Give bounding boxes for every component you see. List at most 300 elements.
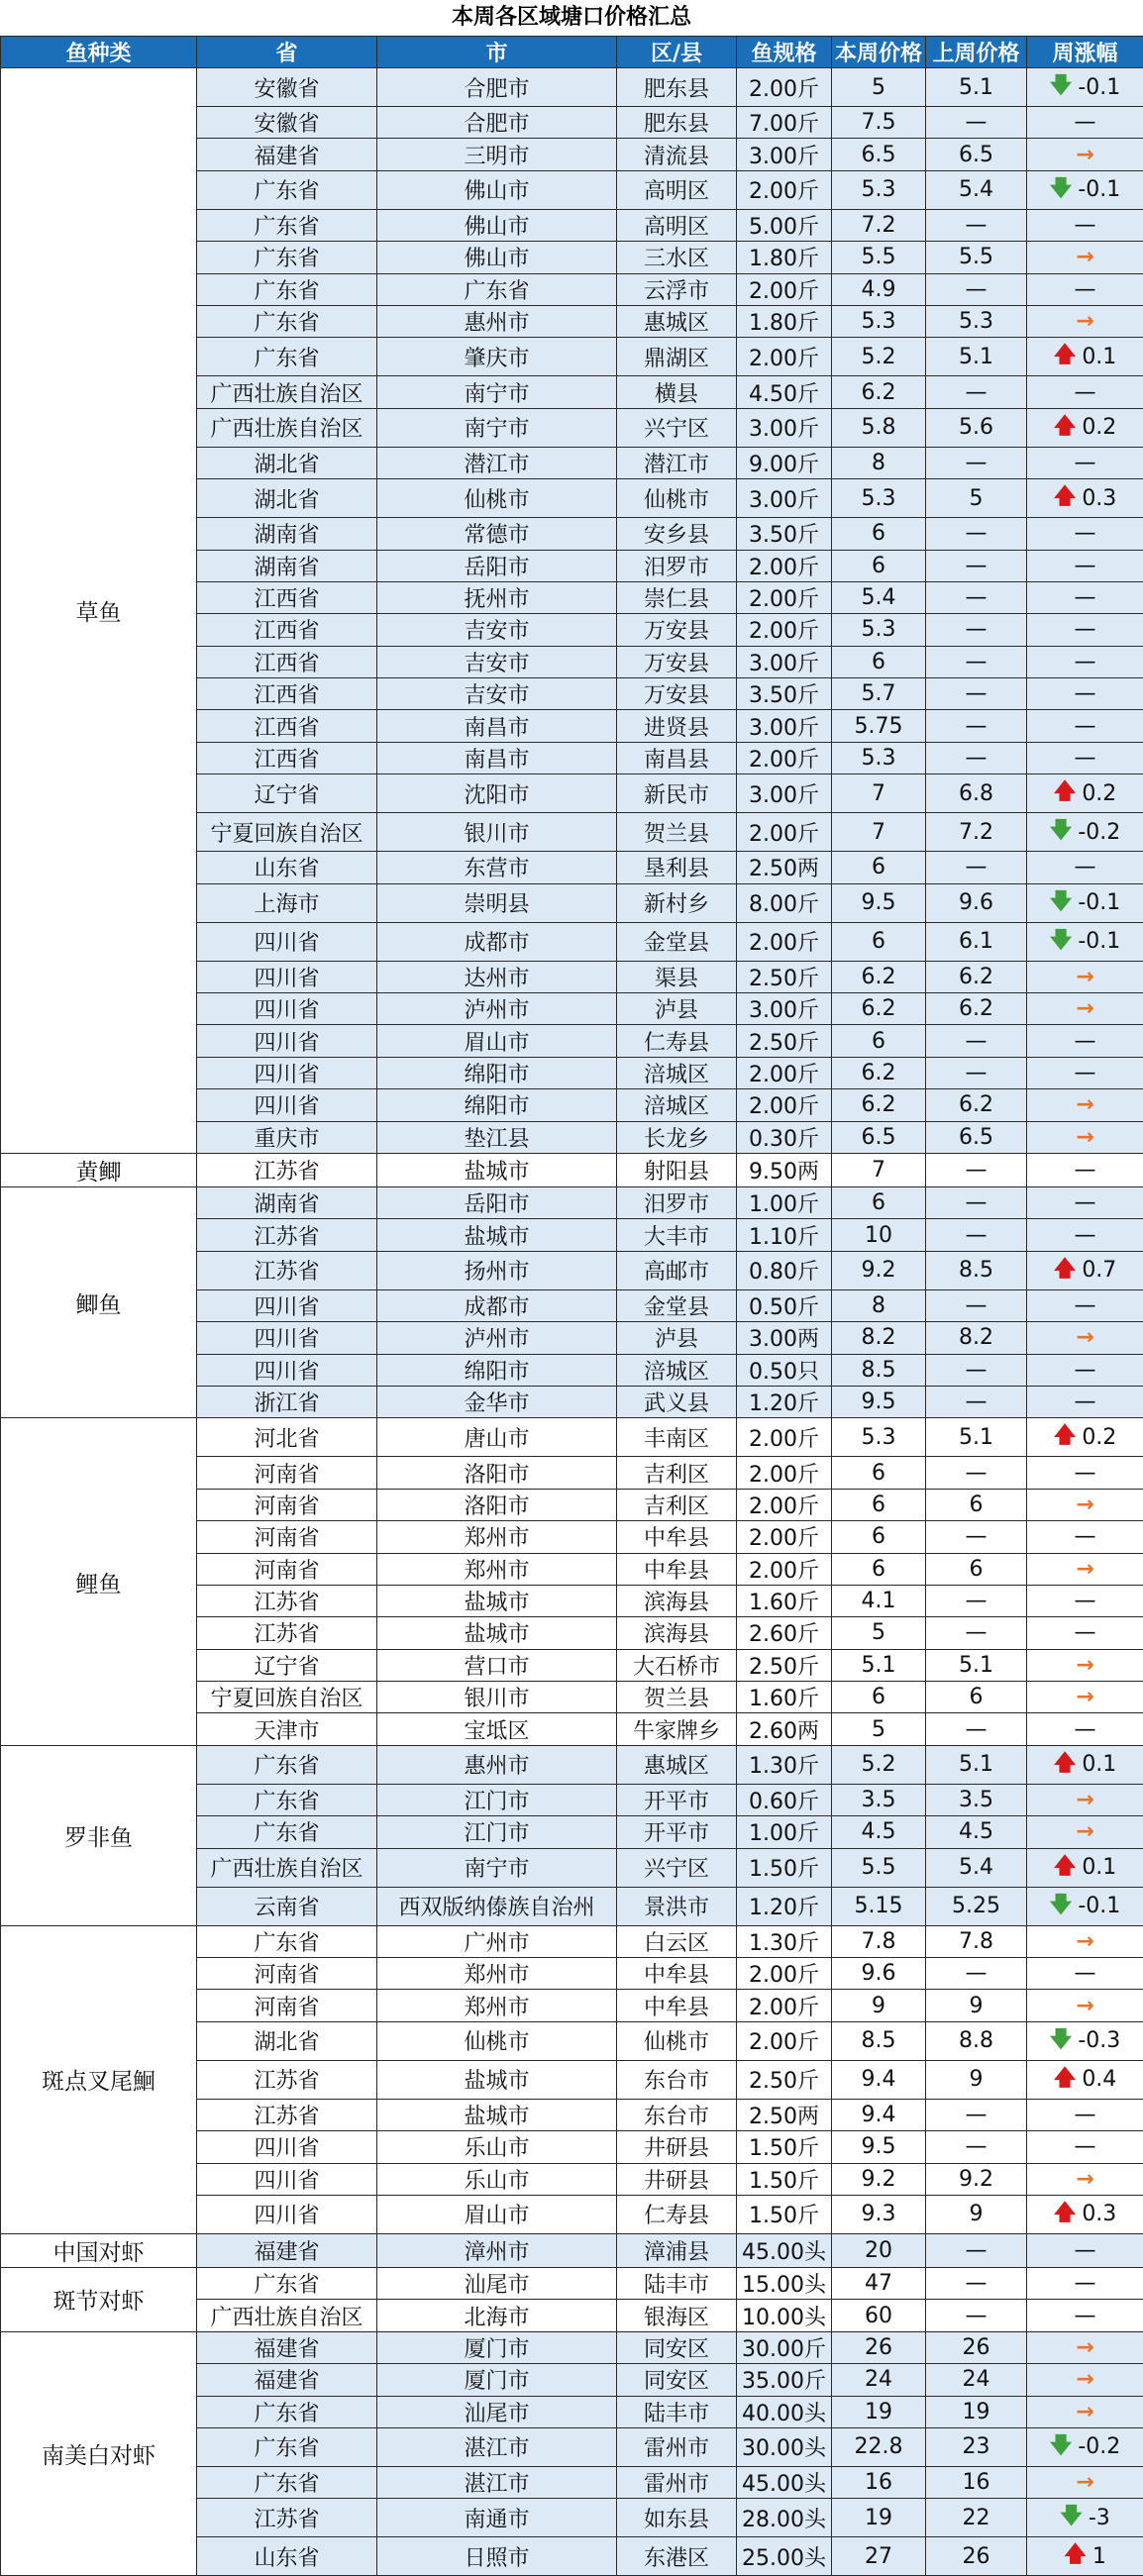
up-arrow-icon: 🡅 xyxy=(1054,409,1077,447)
city-cell: 郑州市 xyxy=(377,1990,617,2021)
city-cell: 仙桃市 xyxy=(377,479,617,518)
right-arrow-icon: → xyxy=(1076,1819,1093,1844)
province-cell: 广东省 xyxy=(197,2396,377,2427)
weekly-change-cell xyxy=(1027,273,1143,305)
district-cell: 万安县 xyxy=(617,646,737,677)
this-week-price-cell: 24 xyxy=(832,2364,926,2396)
city-cell: 厦门市 xyxy=(377,2364,617,2396)
city-cell: 成都市 xyxy=(377,1289,617,1321)
spec-cell: 1.00斤 xyxy=(737,1186,832,1218)
species-cell: 斑节对虾 xyxy=(1,2267,197,2331)
this-week-price-cell: 19 xyxy=(832,2499,926,2537)
weekly-change-cell xyxy=(1027,1025,1143,1057)
dash-icon: — xyxy=(1075,681,1096,706)
this-week-price-cell: 5.3 xyxy=(832,614,926,646)
col-header-last-week[interactable]: 上周价格 xyxy=(926,37,1027,68)
province-cell: 河南省 xyxy=(197,1521,377,1553)
weekly-change-cell xyxy=(1027,1682,1143,1713)
spec-cell: 2.50斤 xyxy=(737,2060,832,2099)
last-week-price-cell: 26 xyxy=(926,2331,1027,2363)
district-cell: 肥东县 xyxy=(617,107,737,139)
province-cell: 江苏省 xyxy=(197,1251,377,1289)
city-cell: 成都市 xyxy=(377,922,617,961)
species-cell: 斑点叉尾鮰 xyxy=(1,1925,197,2233)
spec-cell: 2.00斤 xyxy=(737,1958,832,1990)
weekly-change-value: -0.2 xyxy=(1078,2434,1120,2459)
city-cell: 盐城市 xyxy=(377,2060,617,2099)
spec-cell: 45.00头 xyxy=(737,2233,832,2267)
this-week-price-cell: 47 xyxy=(832,2267,926,2299)
weekly-change-value: 0.1 xyxy=(1082,1855,1116,1880)
weekly-change-cell xyxy=(1027,852,1143,883)
last-week-price-cell: — xyxy=(926,614,1027,646)
city-cell: 汕尾市 xyxy=(377,2267,617,2299)
right-arrow-icon: → xyxy=(1076,245,1093,269)
dash-icon: — xyxy=(1075,110,1096,135)
last-week-price-cell: — xyxy=(926,1186,1027,1218)
spec-cell: 2.00斤 xyxy=(737,1418,832,1457)
spec-cell: 3.00斤 xyxy=(737,646,832,677)
this-week-price-cell: 6.5 xyxy=(832,139,926,170)
last-week-price-cell: 5.3 xyxy=(926,305,1027,337)
weekly-change-value: -0.2 xyxy=(1078,820,1120,845)
last-week-price-cell: — xyxy=(926,852,1027,883)
spec-cell: 1.50斤 xyxy=(737,1848,832,1887)
district-cell: 金堂县 xyxy=(617,922,737,961)
this-week-price-cell: 19 xyxy=(832,2396,926,2427)
spec-cell: 2.00斤 xyxy=(737,1457,832,1489)
spec-cell: 0.60斤 xyxy=(737,1784,832,1815)
city-cell: 岳阳市 xyxy=(377,550,617,581)
province-cell: 河南省 xyxy=(197,1958,377,1990)
header-row xyxy=(1,37,1143,68)
this-week-price-cell: 5 xyxy=(832,1713,926,1745)
city-cell: 泸州市 xyxy=(377,1322,617,1354)
weekly-change-cell xyxy=(1027,2427,1143,2466)
spec-cell: 1.50斤 xyxy=(737,2195,832,2233)
district-cell: 汨罗市 xyxy=(617,550,737,581)
spec-cell: 5.00斤 xyxy=(737,209,832,241)
city-cell: 郑州市 xyxy=(377,1521,617,1553)
district-cell: 高邮市 xyxy=(617,1251,737,1289)
weekly-change-cell xyxy=(1027,2267,1143,2299)
district-cell: 新村乡 xyxy=(617,883,737,922)
weekly-change-cell xyxy=(1027,1386,1143,1417)
city-cell: 眉山市 xyxy=(377,2195,617,2233)
province-cell: 江西省 xyxy=(197,678,377,710)
weekly-change-cell xyxy=(1027,614,1143,646)
district-cell: 吉利区 xyxy=(617,1489,737,1520)
weekly-change-cell xyxy=(1027,2499,1143,2537)
province-cell: 广东省 xyxy=(197,1745,377,1784)
province-cell: 四川省 xyxy=(197,1289,377,1321)
down-arrow-icon: 🡇 xyxy=(1050,923,1073,961)
weekly-change-cell xyxy=(1027,1186,1143,1218)
last-week-price-cell: 9.2 xyxy=(926,2163,1027,2195)
spec-cell: 3.00斤 xyxy=(737,479,832,518)
district-cell: 东台市 xyxy=(617,2099,737,2130)
table-row xyxy=(1,1925,1143,1957)
city-cell: 南宁市 xyxy=(377,376,617,408)
province-cell: 四川省 xyxy=(197,1025,377,1057)
district-cell: 长龙乡 xyxy=(617,1121,737,1153)
this-week-price-cell: 6 xyxy=(832,1521,926,1553)
city-cell: 江门市 xyxy=(377,1816,617,1848)
spec-cell: 3.00斤 xyxy=(737,774,832,813)
table-row xyxy=(1,1745,1143,1784)
col-header-species[interactable]: 鱼种类 xyxy=(1,37,197,68)
spec-cell: 1.50斤 xyxy=(737,2131,832,2163)
city-cell: 惠州市 xyxy=(377,1745,617,1784)
this-week-price-cell: 6 xyxy=(832,518,926,550)
col-header-spec[interactable]: 鱼规格 xyxy=(737,37,832,68)
province-cell: 四川省 xyxy=(197,2163,377,2195)
right-arrow-icon: → xyxy=(1076,1092,1093,1117)
this-week-price-cell: 5.4 xyxy=(832,581,926,613)
dash-icon: — xyxy=(1075,1524,1096,1549)
province-cell: 广西壮族自治区 xyxy=(197,408,377,447)
last-week-price-cell: 22 xyxy=(926,2499,1027,2537)
weekly-change-value: -0.1 xyxy=(1078,890,1120,915)
city-cell: 汕尾市 xyxy=(377,2396,617,2427)
spec-cell: 40.00头 xyxy=(737,2396,832,2427)
weekly-change-cell xyxy=(1027,2195,1143,2233)
this-week-price-cell: 9.4 xyxy=(832,2060,926,2099)
this-week-price-cell: 9.3 xyxy=(832,2195,926,2233)
province-cell: 安徽省 xyxy=(197,68,377,107)
this-week-price-cell: 9.4 xyxy=(832,2099,926,2130)
this-week-price-cell: 10 xyxy=(832,1219,926,1251)
city-cell: 绵阳市 xyxy=(377,1057,617,1088)
last-week-price-cell: — xyxy=(926,1521,1027,1553)
district-cell: 横县 xyxy=(617,376,737,408)
right-arrow-icon: → xyxy=(1076,1125,1093,1150)
last-week-price-cell: — xyxy=(926,646,1027,677)
this-week-price-cell: 5 xyxy=(832,68,926,107)
right-arrow-icon: → xyxy=(1076,309,1093,334)
last-week-price-cell: 6.2 xyxy=(926,1089,1027,1121)
spec-cell: 30.00斤 xyxy=(737,2331,832,2363)
col-header-city[interactable]: 市 xyxy=(377,37,617,68)
district-cell: 中牟县 xyxy=(617,1990,737,2021)
city-cell: 沈阳市 xyxy=(377,774,617,813)
district-cell: 新民市 xyxy=(617,774,737,813)
last-week-price-cell: — xyxy=(926,376,1027,408)
weekly-change-value: 0.3 xyxy=(1082,486,1116,511)
weekly-change-cell xyxy=(1027,2331,1143,2363)
spec-cell: 3.00斤 xyxy=(737,139,832,170)
weekly-change-cell xyxy=(1027,242,1143,273)
dash-icon: — xyxy=(1075,1390,1096,1414)
last-week-price-cell: — xyxy=(926,1457,1027,1489)
last-week-price-cell: 6 xyxy=(926,1553,1027,1585)
weekly-change-cell xyxy=(1027,305,1143,337)
this-week-price-cell: 6 xyxy=(832,1553,926,1585)
weekly-change-cell xyxy=(1027,2396,1143,2427)
right-arrow-icon: → xyxy=(1076,996,1093,1021)
district-cell: 渠县 xyxy=(617,961,737,992)
city-cell: 乐山市 xyxy=(377,2163,617,2195)
spec-cell: 2.00斤 xyxy=(737,1489,832,1520)
table-row xyxy=(1,1153,1143,1186)
province-cell: 福建省 xyxy=(197,2364,377,2396)
province-cell: 四川省 xyxy=(197,1057,377,1088)
weekly-change-value: 0.1 xyxy=(1082,345,1116,369)
last-week-price-cell: 24 xyxy=(926,2364,1027,2396)
this-week-price-cell: 5.2 xyxy=(832,1745,926,1784)
weekly-change-cell xyxy=(1027,68,1143,107)
dash-icon: — xyxy=(1075,380,1096,405)
city-cell: 东营市 xyxy=(377,852,617,883)
district-cell: 惠城区 xyxy=(617,305,737,337)
weekly-change-cell xyxy=(1027,2233,1143,2267)
spec-cell: 8.00斤 xyxy=(737,883,832,922)
this-week-price-cell: 6 xyxy=(832,1489,926,1520)
city-cell: 达州市 xyxy=(377,961,617,992)
city-cell: 吉安市 xyxy=(377,678,617,710)
last-week-price-cell: — xyxy=(926,273,1027,305)
district-cell: 万安县 xyxy=(617,614,737,646)
this-week-price-cell: 27 xyxy=(832,2537,926,2576)
last-week-price-cell: 23 xyxy=(926,2427,1027,2466)
col-header-district[interactable]: 区/县 xyxy=(617,37,737,68)
province-cell: 山东省 xyxy=(197,2537,377,2576)
last-week-price-cell: 26 xyxy=(926,2537,1027,2576)
city-cell: 西双版纳傣族自治州 xyxy=(377,1887,617,1925)
this-week-price-cell: 6.2 xyxy=(832,1057,926,1088)
spec-cell: 2.60两 xyxy=(737,1713,832,1745)
this-week-price-cell: 6 xyxy=(832,1682,926,1713)
dash-icon: — xyxy=(1075,1223,1096,1248)
weekly-change-cell xyxy=(1027,1219,1143,1251)
spec-cell: 1.80斤 xyxy=(737,305,832,337)
weekly-change-cell xyxy=(1027,922,1143,961)
province-cell: 湖南省 xyxy=(197,1186,377,1218)
city-cell: 广东省 xyxy=(377,273,617,305)
city-cell: 洛阳市 xyxy=(377,1457,617,1489)
last-week-price-cell: 8.8 xyxy=(926,2021,1027,2060)
province-cell: 江苏省 xyxy=(197,2099,377,2130)
spec-cell: 2.60斤 xyxy=(737,1617,832,1649)
this-week-price-cell: 6.5 xyxy=(832,1121,926,1153)
city-cell: 扬州市 xyxy=(377,1251,617,1289)
city-cell: 抚州市 xyxy=(377,581,617,613)
up-arrow-icon: 🡅 xyxy=(1054,1418,1077,1456)
district-cell: 大丰市 xyxy=(617,1219,737,1251)
weekly-change-cell xyxy=(1027,1489,1143,1520)
last-week-price-cell: 5 xyxy=(926,479,1027,518)
province-cell: 河北省 xyxy=(197,1418,377,1457)
city-cell: 南昌市 xyxy=(377,710,617,742)
district-cell: 东港区 xyxy=(617,2537,737,2576)
this-week-price-cell: 4.9 xyxy=(832,273,926,305)
district-cell: 泸县 xyxy=(617,1322,737,1354)
province-cell: 广东省 xyxy=(197,305,377,337)
last-week-price-cell: — xyxy=(926,2267,1027,2299)
district-cell: 开平市 xyxy=(617,1784,737,1815)
this-week-price-cell: 5 xyxy=(832,1617,926,1649)
this-week-price-cell: 5.2 xyxy=(832,338,926,376)
dash-icon: — xyxy=(1075,213,1096,238)
province-cell: 天津市 xyxy=(197,1713,377,1745)
spec-cell: 2.00斤 xyxy=(737,1990,832,2021)
last-week-price-cell: 9.6 xyxy=(926,883,1027,922)
last-week-price-cell: — xyxy=(926,2300,1027,2331)
weekly-change-cell xyxy=(1027,1457,1143,1489)
dash-icon: — xyxy=(1075,1961,1096,1986)
spec-cell: 1.30斤 xyxy=(737,1925,832,1957)
weekly-change-cell xyxy=(1027,1322,1143,1354)
weekly-change-cell xyxy=(1027,376,1143,408)
spec-cell: 15.00头 xyxy=(737,2267,832,2299)
this-week-price-cell: 5.3 xyxy=(832,305,926,337)
weekly-change-cell xyxy=(1027,1289,1143,1321)
district-cell: 涪城区 xyxy=(617,1354,737,1386)
last-week-price-cell: — xyxy=(926,742,1027,773)
weekly-change-cell xyxy=(1027,447,1143,478)
province-cell: 宁夏回族自治区 xyxy=(197,813,377,852)
city-cell: 吉安市 xyxy=(377,646,617,677)
price-table xyxy=(0,36,1143,2576)
district-cell: 兴宁区 xyxy=(617,408,737,447)
district-cell: 崇仁县 xyxy=(617,581,737,613)
city-cell: 乐山市 xyxy=(377,2131,617,2163)
weekly-change-cell xyxy=(1027,479,1143,518)
city-cell: 佛山市 xyxy=(377,242,617,273)
weekly-change-cell xyxy=(1027,1745,1143,1784)
col-header-this-week[interactable]: 本周价格 xyxy=(832,37,926,68)
province-cell: 广东省 xyxy=(197,2427,377,2466)
this-week-price-cell: 8.5 xyxy=(832,1354,926,1386)
city-cell: 绵阳市 xyxy=(377,1089,617,1121)
dash-icon: — xyxy=(1075,2134,1096,2159)
last-week-price-cell: — xyxy=(926,550,1027,581)
city-cell: 湛江市 xyxy=(377,2466,617,2498)
province-cell: 江西省 xyxy=(197,710,377,742)
this-week-price-cell: 9.2 xyxy=(832,2163,926,2195)
last-week-price-cell: 6 xyxy=(926,1682,1027,1713)
district-cell: 安乡县 xyxy=(617,518,737,550)
weekly-change-cell xyxy=(1027,1354,1143,1386)
this-week-price-cell: 6.2 xyxy=(832,1089,926,1121)
district-cell: 仙桃市 xyxy=(617,2021,737,2060)
province-cell: 云南省 xyxy=(197,1887,377,1925)
right-arrow-icon: → xyxy=(1076,1493,1093,1517)
weekly-change-cell xyxy=(1027,678,1143,710)
city-cell: 常德市 xyxy=(377,518,617,550)
province-cell: 四川省 xyxy=(197,961,377,992)
district-cell: 清流县 xyxy=(617,139,737,170)
dash-icon: — xyxy=(1075,617,1096,642)
dash-icon: — xyxy=(1075,585,1096,610)
city-cell: 郑州市 xyxy=(377,1553,617,1585)
city-cell: 宝坻区 xyxy=(377,1713,617,1745)
province-cell: 广东省 xyxy=(197,273,377,305)
dash-icon: — xyxy=(1075,855,1096,879)
city-cell: 吉安市 xyxy=(377,614,617,646)
spec-cell: 35.00斤 xyxy=(737,2364,832,2396)
province-cell: 广东省 xyxy=(197,1816,377,1848)
district-cell: 开平市 xyxy=(617,1816,737,1848)
district-cell: 牛家牌乡 xyxy=(617,1713,737,1745)
province-cell: 福建省 xyxy=(197,2233,377,2267)
last-week-price-cell: — xyxy=(926,1354,1027,1386)
last-week-price-cell: — xyxy=(926,2233,1027,2267)
last-week-price-cell: — xyxy=(926,1585,1027,1616)
right-arrow-icon: → xyxy=(1076,1788,1093,1812)
province-cell: 广西壮族自治区 xyxy=(197,376,377,408)
table-row xyxy=(1,2267,1143,2299)
last-week-price-cell: 5.1 xyxy=(926,338,1027,376)
species-cell: 鲤鱼 xyxy=(1,1418,197,1746)
weekly-change-cell xyxy=(1027,2364,1143,2396)
district-cell: 高明区 xyxy=(617,170,737,209)
weekly-change-cell xyxy=(1027,2466,1143,2498)
weekly-change-value: 0.2 xyxy=(1082,781,1116,806)
spec-cell: 2.00斤 xyxy=(737,581,832,613)
district-cell: 仁寿县 xyxy=(617,2195,737,2233)
this-week-price-cell: 20 xyxy=(832,2233,926,2267)
dash-icon: — xyxy=(1075,451,1096,475)
district-cell: 白云区 xyxy=(617,1925,737,1957)
weekly-change-value: -0.1 xyxy=(1078,929,1120,954)
province-cell: 广东省 xyxy=(197,209,377,241)
last-week-price-cell: — xyxy=(926,1617,1027,1649)
province-cell: 安徽省 xyxy=(197,107,377,139)
city-cell: 厦门市 xyxy=(377,2331,617,2363)
spec-cell: 2.00斤 xyxy=(737,1057,832,1088)
province-cell: 江西省 xyxy=(197,581,377,613)
last-week-price-cell: 5.1 xyxy=(926,1418,1027,1457)
this-week-price-cell: 8 xyxy=(832,1289,926,1321)
this-week-price-cell: 8.2 xyxy=(832,1322,926,1354)
city-cell: 银川市 xyxy=(377,813,617,852)
last-week-price-cell: 9 xyxy=(926,1990,1027,2021)
last-week-price-cell: 6.8 xyxy=(926,774,1027,813)
last-week-price-cell: 19 xyxy=(926,2396,1027,2427)
right-arrow-icon: → xyxy=(1076,1929,1093,1954)
weekly-change-cell xyxy=(1027,1848,1143,1887)
right-arrow-icon: → xyxy=(1076,1325,1093,1350)
district-cell: 武义县 xyxy=(617,1386,737,1417)
weekly-change-cell xyxy=(1027,813,1143,852)
province-cell: 江苏省 xyxy=(197,1585,377,1616)
up-arrow-icon: 🡅 xyxy=(1054,479,1077,517)
col-header-weekly-change[interactable]: 周涨幅 xyxy=(1027,37,1143,68)
spec-cell: 3.00斤 xyxy=(737,408,832,447)
weekly-change-cell xyxy=(1027,139,1143,170)
down-arrow-icon: 🡇 xyxy=(1050,68,1073,106)
city-cell: 日照市 xyxy=(377,2537,617,2576)
last-week-price-cell: — xyxy=(926,447,1027,478)
up-arrow-icon: 🡅 xyxy=(1054,774,1077,812)
spec-cell: 2.00斤 xyxy=(737,813,832,852)
weekly-change-value: 0.3 xyxy=(1082,2202,1116,2226)
weekly-change-value: -0.1 xyxy=(1078,75,1120,100)
this-week-price-cell: 5.5 xyxy=(832,1848,926,1887)
weekly-change-value: 0.7 xyxy=(1082,1258,1116,1283)
col-header-province[interactable]: 省 xyxy=(197,37,377,68)
spec-cell: 2.00斤 xyxy=(737,550,832,581)
spec-cell: 28.00头 xyxy=(737,2499,832,2537)
weekly-change-cell xyxy=(1027,1251,1143,1289)
dash-icon: — xyxy=(1075,2304,1096,2328)
last-week-price-cell: 6 xyxy=(926,1489,1027,1520)
this-week-price-cell: 5.5 xyxy=(832,242,926,273)
city-cell: 惠州市 xyxy=(377,305,617,337)
last-week-price-cell: 5.5 xyxy=(926,242,1027,273)
last-week-price-cell: 5.1 xyxy=(926,68,1027,107)
